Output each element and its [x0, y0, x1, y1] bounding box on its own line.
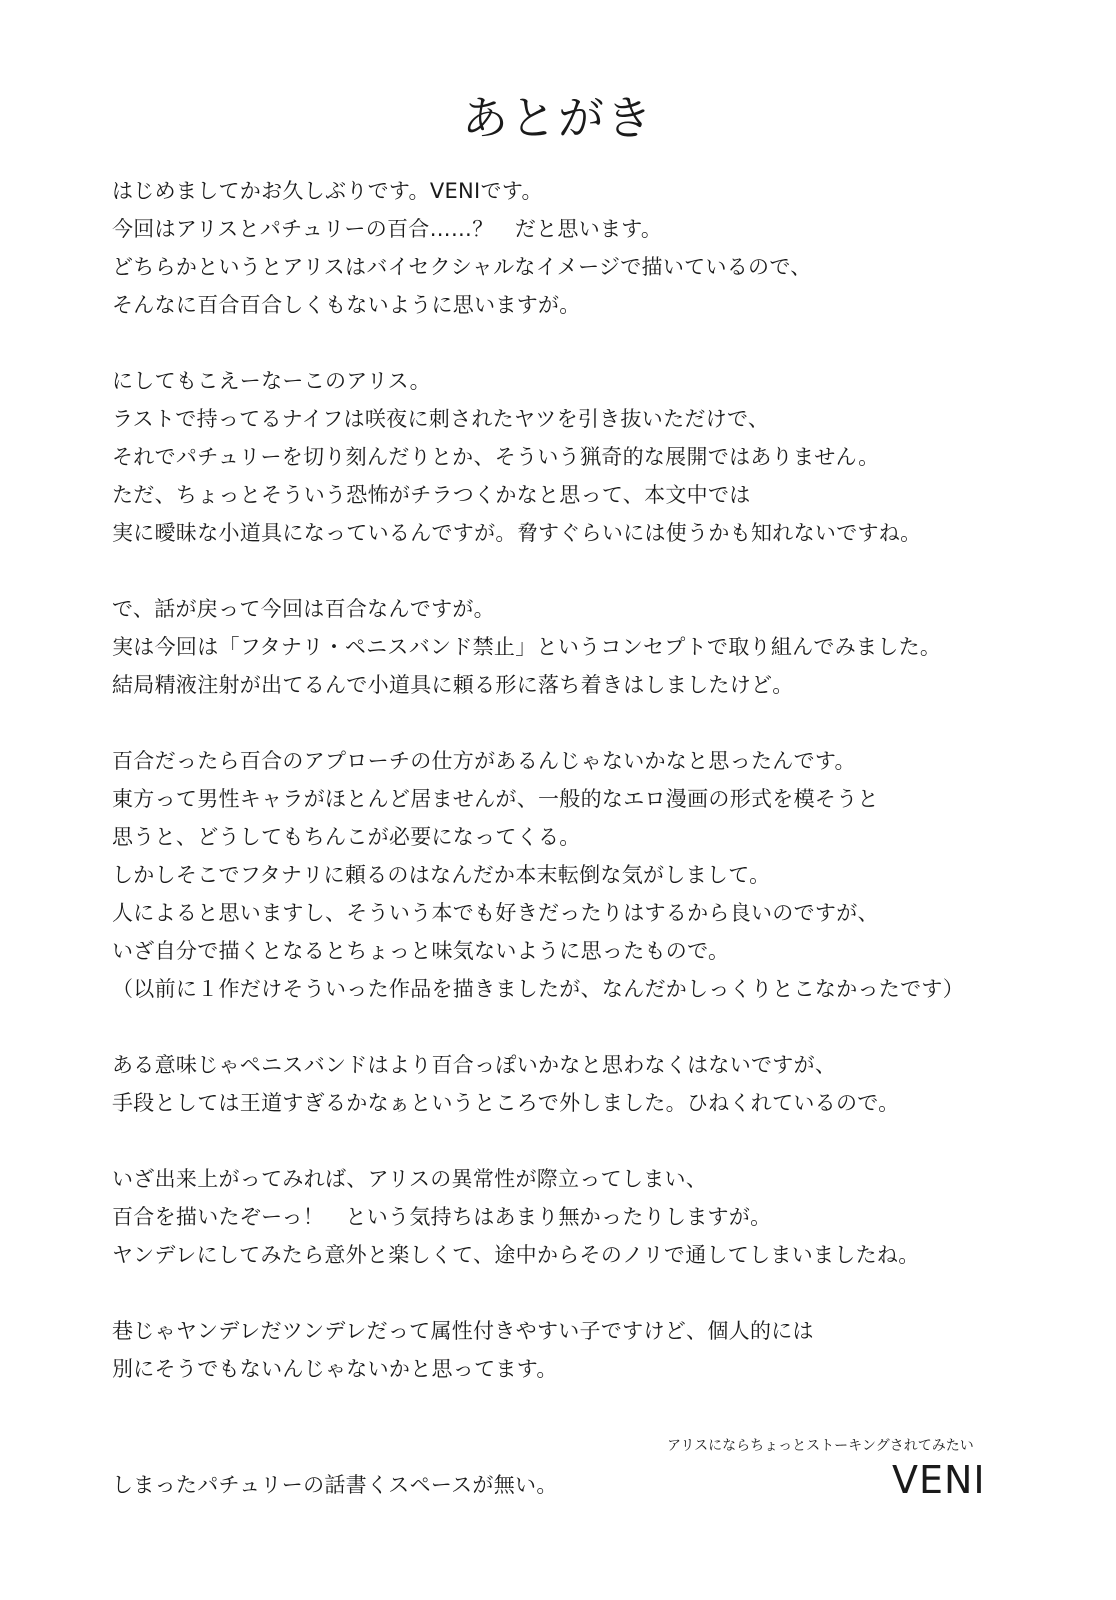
paragraph-3	[112, 590, 1072, 704]
text-line: で、話が戻って今回は百合なんですが。	[112, 597, 495, 621]
text-line: しかしそこでフタナリに頼るのはなんだか本末転倒な気がしまして。	[112, 863, 771, 887]
text-line: 別にそうでもないんじゃないかと思ってます。	[112, 1357, 558, 1381]
text-line: 実に曖昧な小道具になっているんですが。脅すぐらいには使うかも知れないですね。	[112, 521, 922, 545]
text-line: ヤンデレにしてみたら意外と楽しくて、途中からそのノリで通してしまいましたね。	[112, 1243, 920, 1267]
page-title: あとがき	[462, 91, 654, 145]
signature-name: VENI	[892, 1458, 986, 1502]
text-line: 巷じゃヤンデレだツンデレだって属性付きやすい子ですけど、個人的には	[112, 1319, 814, 1343]
text-line: 百合だったら百合のアプローチの仕方があるんじゃないかなと思ったんです。	[112, 749, 856, 773]
text-line: どちらかというとアリスはバイセクシャルなイメージで描いているので、	[112, 255, 812, 279]
text-line: はじめましてかお久しぶりです。VENIです。	[112, 179, 543, 203]
text-line: ある意味じゃペニスバンドはより百合っぽいかなと思わなくはないですが、	[112, 1053, 837, 1077]
paragraph-7	[112, 1312, 1072, 1388]
text-line: にしてもこえーなーこのアリス。	[112, 369, 431, 393]
text-line: ラストで持ってるナイフは咲夜に刺されたヤツを引き抜いただけで、	[112, 407, 770, 431]
paragraph-5	[112, 1046, 1072, 1122]
paragraph-2	[112, 362, 1072, 552]
closing-line: しまったパチュリーの話書くスペースが無い。	[112, 1473, 558, 1497]
afterword-body	[112, 172, 1072, 1426]
text-line: （以前に１作だけそういった作品を描きましたが、なんだかしっくりとこなかったです）	[112, 977, 964, 1001]
text-line: いざ出来上がってみれば、アリスの異常性が際立ってしまい、	[112, 1167, 708, 1191]
text-line: 手段としては王道すぎるかなぁというところで外しました。ひねくれているので。	[112, 1091, 900, 1115]
paragraph-1	[112, 172, 1072, 324]
paragraph-4	[112, 742, 1072, 1008]
text-line: 今回はアリスとパチュリーの百合……？ だと思います。	[112, 217, 663, 241]
text-line: そんなに百合百合しくもないように思いますが。	[112, 293, 581, 317]
text-line: 実は今回は「フタナリ・ペニスバンド禁止」というコンセプトで取り組んでみました。	[112, 635, 942, 659]
text-line: それでパチュリーを切り刻んだりとか、そういう猟奇的な展開ではありません。	[112, 445, 880, 469]
signature-caption: アリスにならちょっとストーキングされてみたい	[667, 1438, 974, 1454]
text-line: 人によると思いますし、そういう本でも好きだったりはするから良いのですが、	[112, 901, 879, 925]
text-line: ただ、ちょっとそういう恐怖がチラつくかなと思って、本文中では	[112, 483, 751, 507]
text-line: 東方って男性キャラがほとんど居ませんが、一般的なエロ漫画の形式を模そうと	[112, 787, 879, 811]
text-line: 思うと、どうしてもちんこが必要になってくる。	[112, 825, 581, 849]
paragraph-6	[112, 1160, 1072, 1274]
text-line: いざ自分で描くとなるとちょっと味気ないように思ったもので。	[112, 939, 730, 963]
text-line: 百合を描いたぞーっ！ という気持ちはあまり無かったりしますが。	[112, 1205, 772, 1229]
text-line: 結局精液注射が出てるんで小道具に頼る形に落ち着きはしましたけど。	[112, 673, 794, 697]
